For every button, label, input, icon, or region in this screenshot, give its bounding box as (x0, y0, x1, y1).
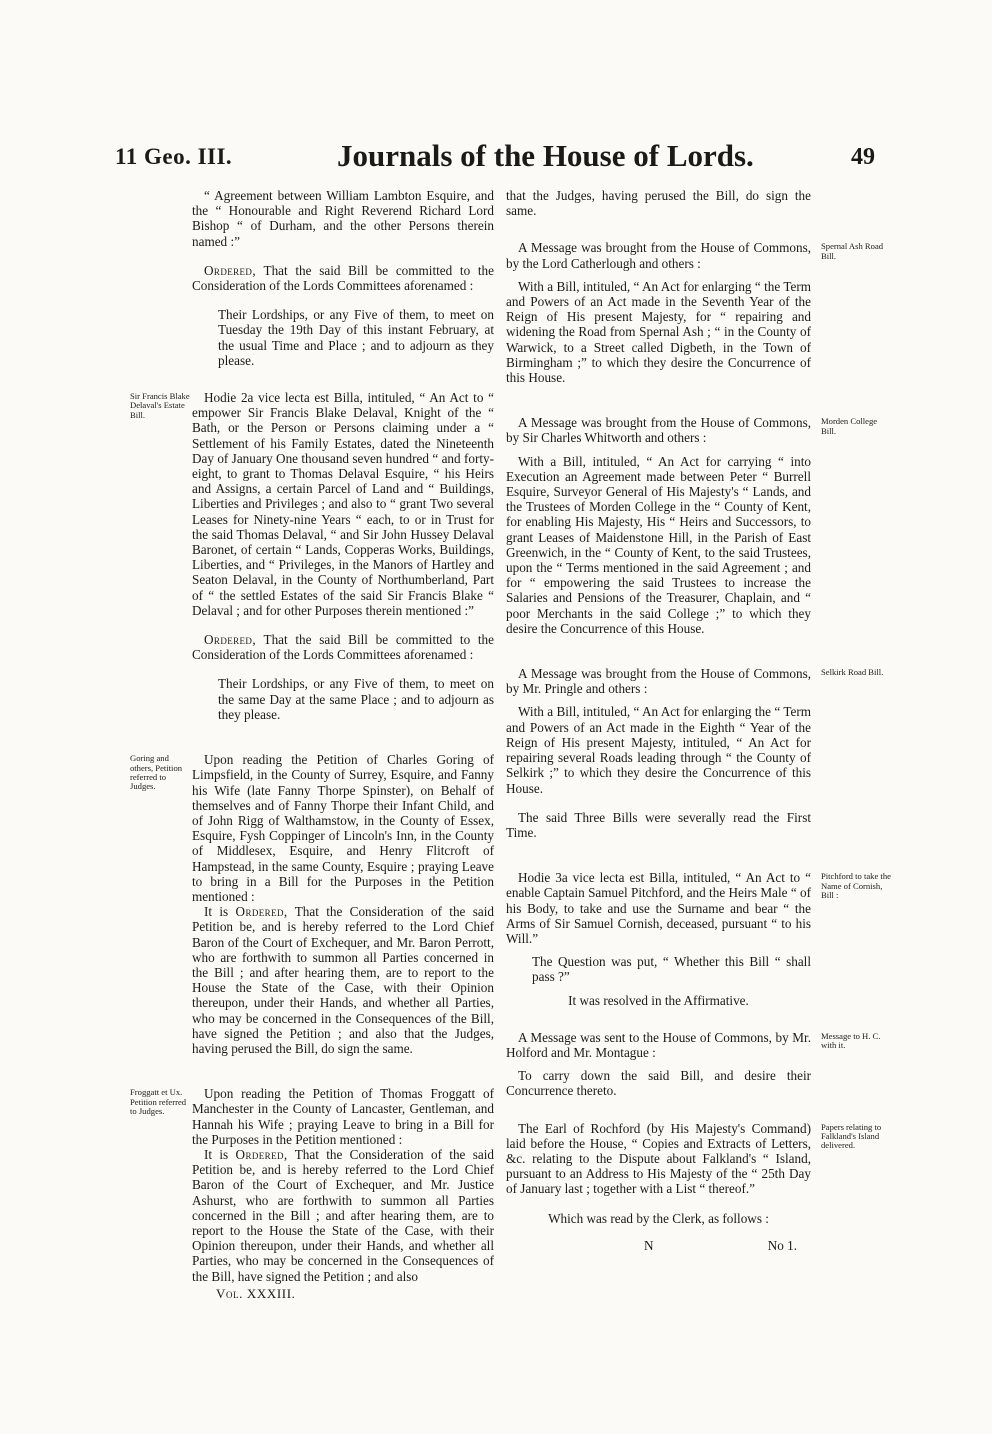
margin-note-message-h: Message to H. C. with it. (821, 1030, 881, 1051)
spernal-bill-text: With a Bill, intituled, “ An Act for enlarging “ the Term and Powers of an Act made in the Seventh Year of the Reign of His present Majesty, for “ repairing and widening the Road from Spernal Ash ; “ in the County of Warwick, to a Street called Digbeth, in the Town of Birmingham ;” to which they desire the Concurrence of this House. (506, 278, 811, 386)
delaval-entry (130, 390, 494, 618)
margin-note-spernal: Spernal Ash Road Bill. (821, 241, 884, 261)
ordered-label: Ordered, (235, 904, 288, 920)
left-column (130, 188, 495, 1301)
judges-continuation: that the Judges, having perused the Bill, do sign the same. (506, 188, 811, 219)
margin-note-morden: Morden College Bill. (821, 416, 878, 436)
journal-title: Journals of the House of Lords. (337, 138, 754, 173)
catchword-number: No 1. (767, 1237, 797, 1253)
regnal-year-heading: 11 Geo. III. (115, 144, 233, 169)
goring-petition-text: Upon reading the Petition of Charles Goring of Limpsfield, in the County of Surrey, Esquire, and Fanny his Wife (late Fanny Thorpe Spinster), on Behalf of themselves and of Fanny Thorpe their Infant Child, and of John Rigg of Walthamstow, in the County of Essex, Esquire, Fysh Coppinger of Lincoln's Inn, in the County of Middlesex, Esquire, and Henry Flitcroft of Hampstead, in the same County, Esquire ; praying Leave to bring in a Bill for the Purposes in the Petition mentioned : (192, 752, 494, 904)
margin-note-delaval: Sir Francis Blake Delaval's Estate Bill. (130, 391, 190, 420)
message-sent-text: A Message was sent to the House of Commons, by Mr. Holford and Mr. Montague : (506, 1029, 811, 1060)
volume-footer: Vol. XXXIII. (216, 1285, 296, 1301)
order-prefix: It is (204, 1146, 229, 1162)
selkirk-bill-text: With a Bill, intituled, “ An Act for enlarging the “ Term and Powers of an Act made in the Eighth “ Year of the Reign of His present Majesty, intituled, “ An Act for repairing several Roads leading through “ the County of Selkirk ;” to which they desire the Concurrence of this House. (506, 704, 811, 796)
froggatt-petition-text: Upon reading the Petition of Thomas Froggatt of Manchester in the County of Lancaster, Gentleman, and Hannah his Wife ; praying Leave to bring in a Bill for the Purposes in the Petition mentioned : (192, 1086, 494, 1147)
order-prefix: It is (204, 904, 229, 920)
three-bills-read: The said Three Bills were severally read the First Time. (506, 809, 811, 840)
resolved-affirmative: It was resolved in the Affirmative. (568, 992, 749, 1008)
message-sent-entry (506, 1029, 881, 1099)
carry-down-text: To carry down the said Bill, and desire their Concurrence thereto. (506, 1068, 811, 1099)
lordships-meeting-2: Their Lordships, or any Five of them, to meet on the same Day at the same Place ; and to adjourn as they please. (218, 676, 494, 722)
morden-message: A Message was brought from the House of Commons, by Sir Charles Whitworth and others : (506, 415, 811, 446)
ordered-text: That the said Bill be committed to the Consideration of the Lords Committees aforenamed : (192, 632, 495, 663)
margin-note-papers: Papers relating to Falkland's Island delivered. (821, 1121, 882, 1151)
goring-order (192, 904, 494, 1056)
question-put: The Question was put, “ Whether this Bill “ shall pass ?” (532, 954, 811, 985)
spernal-entry (506, 240, 884, 386)
margin-note-selkirk: Selkirk Road Bill. (821, 667, 884, 678)
froggatt-entry (130, 1086, 494, 1284)
pitchford-bill-text: Hodie 3a vice lecta est Billa, intituled, “ An Act to “ enable Captain Samuel Pitchford, and the Heirs Male “ of his Body, to take and use the Surname and bear “ the Arms of Sir Samuel Cornish, deceased, pursuant “ to his Will.” (506, 870, 811, 946)
goring-entry (130, 752, 494, 1056)
ordered-label: Ordered, (204, 262, 257, 278)
froggatt-order (192, 1147, 494, 1284)
order-text: That the Consideration of the said Petition be, and is hereby referred to the Lord Chief Baron of the Court of Exchequer, and Mr. Baron Perrott, who are forthwith to summon all Parties concerned in the Bill ; and after hearing them, are to report to the House the State of the Case, with their Opinion thereupon, under their Hands, and whether all Parties, who may be concerned in the Consequences of the Bill, have signed the Petition ; and also that the Judges, having perused the Bill, do sign the same. (192, 904, 494, 1056)
ordered-label: Ordered, (204, 632, 257, 648)
spernal-message: A Message was brought from the House of Commons, by the Lord Catherlough and others : (506, 240, 811, 271)
signature-line (506, 1238, 811, 1253)
selkirk-entry (506, 666, 884, 796)
page-header (115, 138, 875, 182)
pitchford-entry (506, 870, 891, 1008)
order-text: That the Consideration of the said Petition be, and is hereby referred to the Lord Chief Baron of the Court of Exchequer, and Mr. Justice Ashurst, who are forthwith to summon all Parties concerned in the Bill ; and after hearing them, are to report to the House the State of the Case, with their Opinion thereupon, under their Hands, and whether all Parties, who may be concerned in the Consequences of the Bill, have signed the Petition ; and also (192, 1146, 494, 1284)
agreement-quote: “ Agreement between William Lambton Esquire, and the “ Honourable and Right Reverend Richard Lord Bishop “ of Durham, and the other Persons therein named :” (192, 188, 494, 249)
page-number: 49 (851, 144, 875, 170)
ordered-label: Ordered, (235, 1146, 288, 1162)
margin-note-goring: Goring and others, Petition referred to Judges. (130, 753, 183, 792)
ordered-text: That the said Bill be committed to the Consideration of the Lords Committees aforenamed : (192, 262, 495, 294)
margin-note-froggatt: Froggatt et Ux. Petition referred to Judges. (130, 1087, 187, 1116)
signature-mark: N (644, 1237, 654, 1253)
right-column (506, 188, 891, 1253)
read-by-clerk: Which was read by the Clerk, as follows : (548, 1210, 769, 1226)
margin-note-pitchford: Pitchford to take the Name of Cornish, Bill : (821, 871, 891, 900)
morden-entry (506, 415, 878, 636)
rochford-text: The Earl of Rochford (by His Majesty's Command) laid before the House, “ Copies and Extracts of Letters, &c. relating to the Dispute about Falkland's “ Island, pursuant to an Address to His Majesty of the “ 25th Day of January last ; together with a List “ thereof.” (506, 1120, 811, 1197)
ordered-committed-1 (192, 263, 494, 293)
ordered-committed-2 (192, 632, 494, 662)
delaval-bill-text: Hodie 2a vice lecta est Billa, intituled, “ An Act to “ empower Sir Francis Blake Delaval, Knight of the “ Bath, or the Person or Persons claiming under a “ Settlement of his Family Estates, dated the Nineteenth Day of January One thousand seven hundred “ and forty-eight, to grant to Thomas Delaval Esquire, “ his Heirs and Assigns, a certain Parcel of Land and “ Buildings, Liberties and Privileges ; and also to “ grant Two several Leases for Ninety-nine Years “ each, to or in Trust for the said Thomas Delaval, “ and Sir John Hussey Delaval Baronet, of certain “ Lands, Copperas Works, Buildings, Liberties, and “ Privileges, in the Manors of Hartley and Seaton Delaval, in the County of Northumberland, Part of “ the settled Estates of the said Sir Francis Blake “ Delaval ; and for other Purposes therein mentioned :” (192, 390, 494, 618)
selkirk-message: A Message was brought from the House of Commons, by Mr. Pringle and others : (506, 666, 811, 697)
lordships-meeting-1: Their Lordships, or any Five of them, to meet on Tuesday the 19th Day of this instant February, at the usual Time and Place ; and to adjourn as they please. (218, 307, 494, 368)
morden-bill-text: With a Bill, intituled, “ An Act for carrying “ into Execution an Agreement made between Peter “ Burrell Esquire, Surveyor General of His Majesty's “ Lands, and the Trustees of Morden College in the “ County of Kent, for enabling His Majesty, His “ Heirs and Successors, to grant Leases of Maidenstone Hill, in the Parish of East Greenwich, in the “ County of Kent, to the said Trustees, upon the “ Terms mentioned in the said Agreement ; and for “ empowering the said Trustees to increase the Salaries and Pensions of the Treasurer, Chaplain, and “ poor Merchants in the said College ;” to which they desire the Concurrence of this House. (506, 453, 811, 636)
rochford-entry (506, 1120, 882, 1197)
